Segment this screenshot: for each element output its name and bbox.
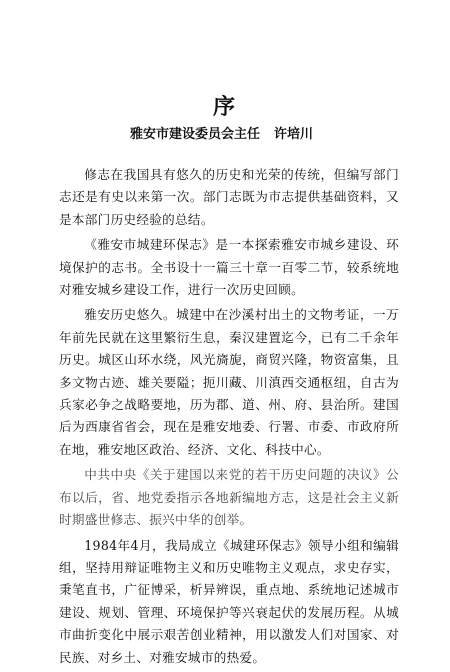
author-line bbox=[130, 126, 420, 144]
paragraph-4: 中共中央《关于建国以来党的若干历史问题的决议》公布以后，省、地党委指示各地新编地方志，这是社会主义新时期盛世修志、振兴中华的创举。 bbox=[59, 467, 399, 528]
paragraph-3: 雅安历史悠久。城建中在沙溪村出土的文物考证，一万年前先民就在这里繁衍生息，秦汉建置迄今，已有二千余年历史。城区山环水绕，风光旖旎，商贸兴隆，物资富集，且多文物古迹、雄关要隘；扼川藏、川滇西交通枢纽，自古为兵家必争之战略要地，历为郡、道、州、府、县治所。建国后为西康省省会，现在是雅安地委、行署、市委、市政府所在地，雅安地区政治、经济、文化、科技中心。 bbox=[59, 307, 399, 457]
paragraph-1: 修志在我国具有悠久的历史和光荣的传统，但编写部门志还是有史以来第一次。部门志既为市志提供基础资料，又是本部门历史经验的总结。 bbox=[59, 167, 399, 227]
preface-body bbox=[59, 164, 399, 672]
author-name: 许培川 bbox=[274, 127, 314, 142]
paragraph-2: 《雅安市城建环保志》是一本探索雅安市城乡建设、环境保护的志书。全书设十一篇三十章一百零二节，较系统地对雅安城乡建设工作，进行一次历史回顾。 bbox=[59, 237, 399, 298]
paragraph-5: 1984年4月，我局成立《城建环保志》领导小组和编辑组，坚持用辩证唯物主义和历史唯物主义观点，求史存实，秉笔直书，广征博采，析异辨误，重点地、系统地记述城市建设、规划、管理、环境保护等兴衰起伏的发展历程。从城市曲折变化中展示艰苦创业精神，用以激发人们对国家、对民族、对乡土、对雅安城市的热爱。 bbox=[59, 537, 399, 665]
page-title: 序 bbox=[212, 94, 237, 120]
author-position: 雅安市建设委员会主任 bbox=[130, 127, 261, 142]
